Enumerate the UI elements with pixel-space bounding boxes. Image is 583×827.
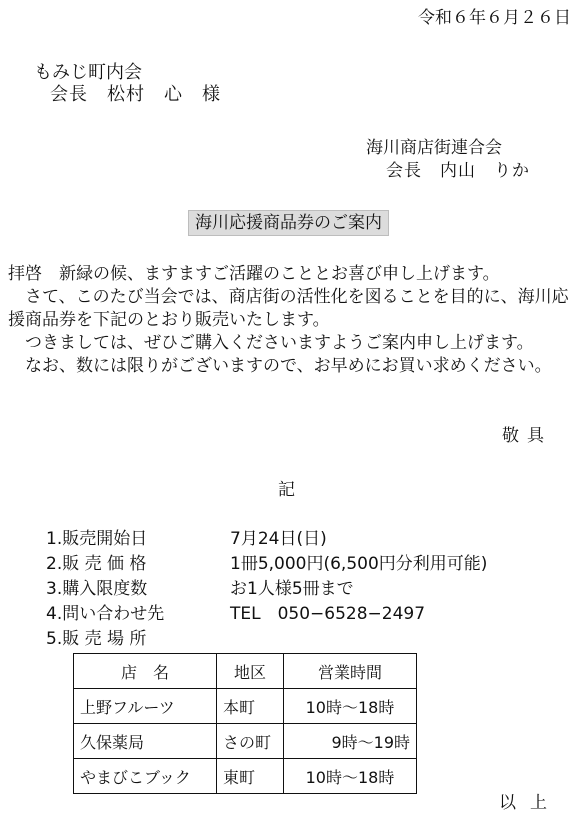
- header-district: 地区: [217, 654, 284, 689]
- recipient-person: 会長 松村 心 様: [50, 84, 221, 105]
- cell-hours: 9時〜19時: [284, 724, 417, 759]
- detail-label: 3.購入限度数: [46, 579, 148, 599]
- cell-hours: 10時〜18時: [284, 759, 417, 794]
- cell-shop-name: やまびこブック: [74, 759, 217, 794]
- sender-person: 会長 内山 りか: [386, 161, 530, 181]
- recipient-organization: もみじ町内会: [34, 62, 142, 83]
- body-paragraph-2: さて、このたび当会では、商店街の活性化を図ることを目的に、海川応援商品券を下記のとおり販売いたします。: [8, 287, 569, 330]
- header-hours: 営業時間: [284, 654, 417, 689]
- cell-shop-name: 上野フルーツ: [74, 689, 217, 724]
- detail-label: 2.販 売 価 格: [46, 554, 147, 574]
- detail-label: 5.販 売 場 所: [46, 629, 147, 649]
- detail-value: お1人様5冊まで: [230, 579, 354, 599]
- closing-phrase: 敬具: [502, 426, 552, 446]
- document-title: 海川応援商品券のご案内: [188, 210, 389, 236]
- cell-shop-name: 久保薬局: [74, 724, 217, 759]
- document-date: 令和６年６月２６日: [418, 8, 571, 28]
- table-row: [74, 689, 417, 724]
- table-header-row: [74, 654, 417, 689]
- body-paragraph-3: つきましては、ぜひご購入くださいますようご案内申し上げます。: [25, 333, 534, 353]
- letter-body: [8, 263, 578, 378]
- detail-value: TEL 050−6528−2497: [230, 604, 426, 624]
- body-paragraph-1: 拝啓 新緑の候、ますますご活躍のこととお喜び申し上げます。: [8, 264, 500, 284]
- end-phrase: 以上: [499, 793, 561, 813]
- detail-value: 7月24日(日): [230, 529, 327, 549]
- table-row: [74, 759, 417, 794]
- detail-value: 1冊5,000円(6,500円分利用可能): [230, 554, 488, 574]
- header-shop-name: 店 名: [74, 654, 217, 689]
- table-row: [74, 724, 417, 759]
- body-paragraph-4: なお、数には限りがございますので、お早めにお買い求めください。: [25, 356, 552, 376]
- cell-hours: 10時〜18時: [284, 689, 417, 724]
- ki-heading: 記: [278, 480, 295, 500]
- cell-district: さの町: [217, 724, 284, 759]
- shops-table: [73, 653, 417, 794]
- sender-organization: 海川商店街連合会: [366, 138, 502, 158]
- cell-district: 本町: [217, 689, 284, 724]
- detail-label: 1.販売開始日: [46, 529, 148, 549]
- cell-district: 東町: [217, 759, 284, 794]
- detail-label: 4.問い合わせ先: [46, 604, 165, 624]
